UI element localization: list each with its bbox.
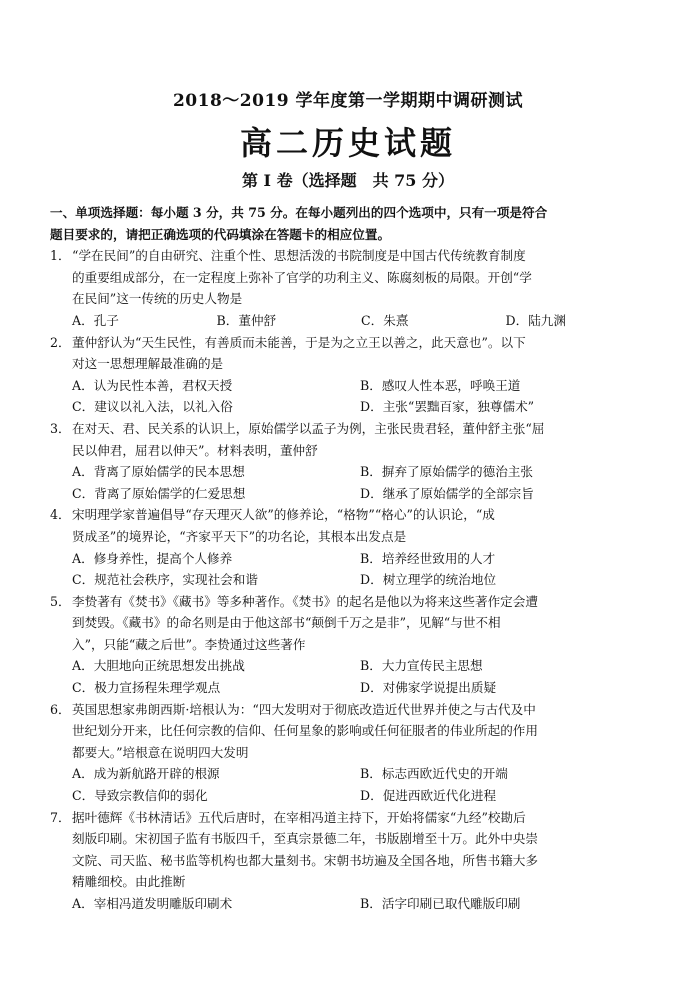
stem-line: 民以伸君，屈君以伸天”。材料表明，董仲舒	[72, 442, 318, 458]
option-b: B．董仲舒	[216, 312, 277, 328]
stem-line: 英国思想家弗朗西斯·培根认为：“四大发明对于彻底改造近代世界并使之与古代及中	[72, 701, 536, 717]
stem-line: 精雕细校。由此推断	[72, 874, 186, 890]
question-5	[50, 591, 650, 656]
option-d: D．主张“罢黜百家，独尊儒术”	[360, 399, 535, 415]
options-row	[50, 375, 650, 397]
option-b: B．培养经世致用的人才	[360, 550, 496, 566]
stem-line: 世纪划分开来，比任何宗教的信仰、任何星象的影响或任何征服者的伟业所起的作用	[72, 723, 538, 739]
question-7	[50, 807, 650, 893]
stem-line: 宋明理学家普遍倡导“存天理灭人欲”的修养论，“格物”“格心”的认识论，“成	[72, 507, 495, 523]
option-c: C．背离了原始儒学的仁爱思想	[72, 485, 246, 501]
option-d: D．树立理学的统治地位	[360, 572, 497, 588]
question-number: 4．	[50, 507, 71, 523]
option-c: C．导致宗教信仰的弱化	[72, 788, 208, 804]
question-number: 6．	[50, 701, 71, 717]
option-a: A．认为民性本善，君权天授	[72, 377, 233, 393]
instructions-line-2: 题目要求的，请把正确选项的代码填涂在答题卡的相应位置。	[50, 226, 391, 242]
stem-line: 据叶德辉《书林清话》五代后唐时，在宰相冯道主持下，开始将儒家“九经”校勘后	[72, 809, 526, 825]
option-d: D．继承了原始儒学的全部宗旨	[360, 485, 534, 501]
option-a: A．大胆地向正统思想发出挑战	[72, 658, 245, 674]
option-b: B．标志西欧近代史的开端	[360, 766, 508, 782]
question-number: 1．	[50, 248, 71, 264]
option-a: A．修身养性，提高个人修养	[72, 550, 233, 566]
question-4	[50, 504, 650, 547]
question-6	[50, 699, 650, 764]
option-b: B．摒弃了原始儒学的德治主张	[360, 464, 533, 480]
options-row	[50, 548, 650, 570]
stem-line: 刻版印刷。宋初国子监有书版四千，至真宗景德二年，书版剧增至十万。此外中央崇	[72, 831, 538, 847]
options-row	[50, 569, 650, 591]
stem-line: 李贽著有《焚书》《藏书》等多种著作。《焚书》的起名是他以为将来这些著作定会遭	[72, 593, 538, 609]
stem-line: 贤成圣”的境界论，“齐家平天下”的功名论，其根本出发点是	[72, 528, 407, 544]
stem-line: 对这一思想理解最准确的是	[72, 356, 224, 372]
subject-title: 高二历史试题	[239, 124, 456, 162]
option-c: C．极力宣扬程朱理学观点	[72, 680, 221, 696]
question-number: 2．	[50, 334, 71, 350]
option-d: D．促进西欧近代化进程	[360, 788, 497, 804]
stem-line: 入”，只能“藏之后世”。李贽通过这些著作	[72, 636, 306, 652]
option-a: A．孔子	[72, 312, 119, 328]
stem-line: 的重要组成部分，在一定程度上弥补了官学的功利主义、陈腐刻板的局限。开创“学	[72, 269, 532, 285]
instructions-line-1: 一、单项选择题：每小题 3 分，共 75 分。在每小题列出的四个选项中，只有一项是符合	[50, 205, 548, 220]
stem-line: 文院、司天监、秘书监等机构也都大量刻书。宋朝书坊遍及全国各地，所售书籍大多	[72, 852, 538, 868]
stem-line: 都要大。”培根意在说明四大发明	[72, 744, 249, 760]
stem-line: 到焚毁。《藏书》的命名则是由于他这部书“颠倒千万之是非”，见解“与世不相	[72, 615, 501, 631]
option-c: C．建议以礼入法，以礼入俗	[72, 399, 233, 415]
options-row	[50, 677, 650, 699]
section-title: 第 I 卷（选择题 共 75 分）	[241, 171, 455, 190]
options-row	[50, 763, 650, 785]
options-row	[50, 461, 650, 483]
option-c: C．朱熹	[361, 312, 409, 328]
question-number: 5．	[50, 593, 71, 609]
exam-body	[50, 202, 650, 915]
question-number: 7．	[50, 809, 71, 825]
options-row	[50, 785, 650, 807]
stem-line: 在对天、君、民关系的认识上，原始儒学以孟子为例，主张民贵君轻，董仲舒主张“屈	[72, 420, 545, 436]
stem-line: “学在民间”的自由研究、注重个性、思想活泼的书院制度是中国古代传统教育制度	[72, 248, 526, 264]
question-3	[50, 418, 650, 461]
exam-title: 2018～2019 学年度第一学期期中调研测试	[172, 91, 524, 111]
option-c: C．规范社会秩序，实现社会和谐	[72, 572, 258, 588]
option-d: D．对佛家学说提出质疑	[360, 680, 497, 696]
option-b: B．大力宣传民主思想	[360, 658, 483, 674]
option-b: B．感叹人性本恶，呼唤王道	[360, 377, 521, 393]
question-2	[50, 332, 650, 375]
stem-line: 董仲舒认为“天生民性，有善质而未能善，于是为之立王以善之，此天意也”。以下	[72, 334, 526, 350]
question-number: 3．	[50, 420, 71, 436]
question-1	[50, 245, 650, 310]
option-b: B．活字印刷已取代雕版印刷	[360, 896, 521, 911]
option-a: A．成为新航路开辟的根源	[72, 766, 220, 782]
options-row	[50, 655, 650, 677]
option-a: A．宰相冯道发明雕版印刷术	[72, 896, 233, 911]
stem-line: 在民间”这一传统的历史人物是	[72, 291, 243, 307]
options-row	[50, 310, 650, 332]
options-row	[50, 483, 650, 505]
option-a: A．背离了原始儒学的民本思想	[72, 464, 245, 480]
option-d: D．陆九渊	[505, 312, 566, 328]
options-row	[50, 396, 650, 418]
options-row	[50, 893, 650, 915]
